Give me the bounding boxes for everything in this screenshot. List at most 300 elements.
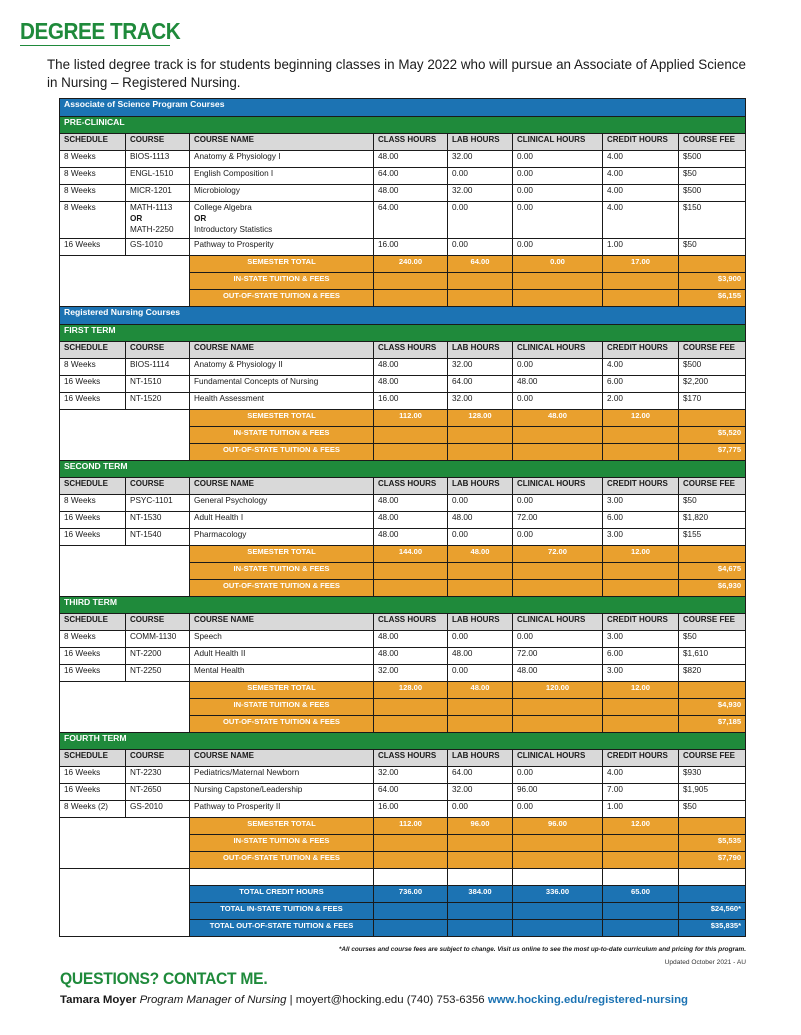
course-cell: 16.00 (374, 239, 448, 256)
column-header: CLASS HOURS (374, 342, 448, 359)
blank-cell (60, 869, 190, 937)
in-state-value: $3,900 (679, 273, 746, 290)
course-cell: 32.00 (448, 359, 513, 376)
column-header: CLINICAL HOURS (513, 614, 603, 631)
in-state-label: IN-STATE TUITION & FEES (190, 563, 374, 580)
course-cell: $155 (679, 529, 746, 546)
course-cell: 48.00 (448, 512, 513, 529)
empty-cell (374, 444, 448, 461)
course-cell: NT-2250 (126, 665, 190, 682)
degree-track-table (59, 98, 746, 937)
course-cell: 16.00 (374, 801, 448, 818)
total-out-state-value: $35,835* (679, 920, 746, 937)
course-cell: 0.00 (513, 495, 603, 512)
semester-total-value: 120.00 (513, 682, 603, 699)
semester-total-label: SEMESTER TOTAL (190, 410, 374, 427)
course-cell: 32.00 (374, 767, 448, 784)
term-heading-label: THIRD TERM (60, 597, 746, 614)
column-header: COURSE (126, 134, 190, 151)
column-header: SCHEDULE (60, 134, 126, 151)
course-row (60, 784, 746, 801)
course-cell: 64.00 (374, 202, 448, 239)
course-cell: NT-1520 (126, 393, 190, 410)
course-cell: 48.00 (374, 631, 448, 648)
contact-role: Program Manager of Nursing (139, 994, 287, 1006)
course-cell: 48.00 (374, 495, 448, 512)
course-cell: 16 Weeks (60, 393, 126, 410)
empty-cell (448, 835, 513, 852)
course-cell: 0.00 (513, 631, 603, 648)
total-in-state-value: $24,560* (679, 903, 746, 920)
course-cell: 0.00 (448, 495, 513, 512)
empty-cell (513, 903, 603, 920)
course-row (60, 151, 746, 168)
semester-total-value: 12.00 (603, 410, 679, 427)
semester-total-value: 17.00 (603, 256, 679, 273)
term-heading (60, 117, 746, 134)
course-row (60, 359, 746, 376)
empty-cell (513, 852, 603, 869)
course-cell: Fundamental Concepts of Nursing (190, 376, 374, 393)
out-state-value: $7,185 (679, 716, 746, 733)
contact-line (60, 994, 688, 1006)
total-credit-value: 336.00 (513, 886, 603, 903)
column-header: CREDIT HOURS (603, 134, 679, 151)
blank-cell (60, 546, 190, 597)
course-cell: Mental Health (190, 665, 374, 682)
course-cell: 72.00 (513, 648, 603, 665)
total-in-state-label: TOTAL IN-STATE TUITION & FEES (190, 903, 374, 920)
course-cell: $1,820 (679, 512, 746, 529)
semester-total-value: 240.00 (374, 256, 448, 273)
course-cell: 96.00 (513, 784, 603, 801)
course-cell: $50 (679, 168, 746, 185)
column-header: LAB HOURS (448, 750, 513, 767)
course-cell: 0.00 (448, 665, 513, 682)
empty-cell (374, 869, 448, 886)
empty-cell (374, 427, 448, 444)
term-heading-label: FIRST TERM (60, 325, 746, 342)
column-header: CLASS HOURS (374, 478, 448, 495)
course-cell: 4.00 (603, 185, 679, 202)
course-row (60, 512, 746, 529)
course-cell: 32.00 (448, 784, 513, 801)
semester-total-value: 12.00 (603, 818, 679, 835)
empty-cell (374, 580, 448, 597)
contact-email-phone[interactable]: moyert@hocking.edu (740) 753-6356 (295, 994, 485, 1006)
course-cell: $1,610 (679, 648, 746, 665)
column-header: CLINICAL HOURS (513, 478, 603, 495)
course-cell: 4.00 (603, 202, 679, 239)
course-cell: $50 (679, 495, 746, 512)
empty-cell (603, 852, 679, 869)
empty-cell (448, 427, 513, 444)
semester-total-value: 12.00 (603, 682, 679, 699)
column-header-row (60, 750, 746, 767)
column-header: COURSE (126, 342, 190, 359)
course-cell: 16.00 (374, 393, 448, 410)
empty-cell (513, 563, 603, 580)
empty-cell (374, 716, 448, 733)
column-header: COURSE FEE (679, 478, 746, 495)
footnote: *All courses and course fees are subject to change. Visit us online to see the most up-to-date curriculum and pricing for this program. (338, 946, 746, 953)
in-state-label: IN-STATE TUITION & FEES (190, 273, 374, 290)
out-state-label: OUT-OF-STATE TUITION & FEES (190, 580, 374, 597)
semester-total-label: SEMESTER TOTAL (190, 256, 374, 273)
course-cell (190, 202, 374, 239)
empty-cell (603, 580, 679, 597)
column-header: LAB HOURS (448, 134, 513, 151)
empty-cell (603, 427, 679, 444)
contact-heading: QUESTIONS? CONTACT ME. (60, 969, 268, 988)
in-state-label: IN-STATE TUITION & FEES (190, 699, 374, 716)
empty-cell (603, 716, 679, 733)
course-cell: 0.00 (513, 529, 603, 546)
empty-cell (374, 920, 448, 937)
course-cell: 8 Weeks (60, 202, 126, 239)
in-state-value: $4,930 (679, 699, 746, 716)
column-header: COURSE NAME (190, 750, 374, 767)
empty-cell (513, 920, 603, 937)
course-cell: 16 Weeks (60, 648, 126, 665)
course-cell: 7.00 (603, 784, 679, 801)
column-header: COURSE NAME (190, 342, 374, 359)
spacer-row (60, 869, 746, 886)
empty-cell (679, 256, 746, 273)
column-header: COURSE FEE (679, 134, 746, 151)
column-header: LAB HOURS (448, 614, 513, 631)
course-cell: 0.00 (513, 168, 603, 185)
course-cell: 0.00 (513, 185, 603, 202)
term-heading (60, 733, 746, 750)
course-cell: NT-1510 (126, 376, 190, 393)
course-cell: 8 Weeks (60, 185, 126, 202)
course-cell: 0.00 (448, 529, 513, 546)
empty-cell (448, 920, 513, 937)
column-header: COURSE FEE (679, 614, 746, 631)
course-cell: 64.00 (374, 168, 448, 185)
course-cell: Pediatrics/Maternal Newborn (190, 767, 374, 784)
course-cell: $50 (679, 239, 746, 256)
course-cell: Pathway to Prosperity (190, 239, 374, 256)
course-cell: 16 Weeks (60, 665, 126, 682)
course-cell: $50 (679, 801, 746, 818)
course-cell: 4.00 (603, 767, 679, 784)
program-link[interactable]: www.hocking.edu/registered-nursing (487, 994, 689, 1006)
course-cell: Adult Health II (190, 648, 374, 665)
semester-total-row (60, 256, 746, 273)
column-header: CREDIT HOURS (603, 750, 679, 767)
course-cell: 3.00 (603, 631, 679, 648)
course-row (60, 495, 746, 512)
semester-total-value: 12.00 (603, 546, 679, 563)
column-header: CLASS HOURS (374, 614, 448, 631)
empty-cell (603, 903, 679, 920)
course-cell: Microbiology (190, 185, 374, 202)
course-cell: General Psychology (190, 495, 374, 512)
term-heading-label: PRE-CLINICAL (60, 117, 746, 134)
semester-total-value: 64.00 (448, 256, 513, 273)
empty-cell (679, 818, 746, 835)
empty-cell (374, 563, 448, 580)
column-header: CREDIT HOURS (603, 342, 679, 359)
course-cell: Adult Health I (190, 512, 374, 529)
semester-total-value: 0.00 (513, 256, 603, 273)
course-cell: 72.00 (513, 512, 603, 529)
course-cell: 0.00 (448, 168, 513, 185)
empty-cell (513, 444, 603, 461)
course-cell: $150 (679, 202, 746, 239)
semester-total-value: 48.00 (448, 682, 513, 699)
course-cell: 48.00 (374, 512, 448, 529)
empty-cell (513, 273, 603, 290)
course-row (60, 376, 746, 393)
term-heading-label: FOURTH TERM (60, 733, 746, 750)
empty-cell (679, 869, 746, 886)
or-label: OR (194, 214, 207, 223)
out-state-label: OUT-OF-STATE TUITION & FEES (190, 444, 374, 461)
course-cell: 48.00 (374, 376, 448, 393)
course-cell: $50 (679, 631, 746, 648)
course-cell: 48.00 (374, 185, 448, 202)
empty-cell (513, 427, 603, 444)
course-row (60, 767, 746, 784)
column-header: CLINICAL HOURS (513, 342, 603, 359)
out-state-value: $6,930 (679, 580, 746, 597)
semester-total-row (60, 818, 746, 835)
total-credit-value: 65.00 (603, 886, 679, 903)
course-cell: 48.00 (374, 359, 448, 376)
blank-cell (60, 682, 190, 733)
course-row (60, 648, 746, 665)
semester-total-label: SEMESTER TOTAL (190, 818, 374, 835)
empty-cell (513, 835, 603, 852)
column-header: COURSE (126, 478, 190, 495)
course-cell: 0.00 (448, 239, 513, 256)
course-cell: 32.00 (374, 665, 448, 682)
in-state-value: $4,675 (679, 563, 746, 580)
column-header: CREDIT HOURS (603, 478, 679, 495)
course-row (60, 631, 746, 648)
course-value: MATH-1113 (130, 203, 173, 212)
course-cell: 16 Weeks (60, 512, 126, 529)
course-cell: 32.00 (448, 393, 513, 410)
empty-cell (374, 699, 448, 716)
column-header: LAB HOURS (448, 342, 513, 359)
empty-cell (679, 682, 746, 699)
empty-cell (448, 869, 513, 886)
semester-total-value: 48.00 (513, 410, 603, 427)
column-header-row (60, 134, 746, 151)
course-cell: BIOS-1113 (126, 151, 190, 168)
course-cell: 2.00 (603, 393, 679, 410)
semester-total-value: 128.00 (448, 410, 513, 427)
course-cell: Nursing Capstone/Leadership (190, 784, 374, 801)
course-cell: 4.00 (603, 168, 679, 185)
out-state-label: OUT-OF-STATE TUITION & FEES (190, 716, 374, 733)
empty-cell (679, 546, 746, 563)
course-cell: 3.00 (603, 529, 679, 546)
course-cell: 48.00 (448, 648, 513, 665)
empty-cell (603, 563, 679, 580)
empty-cell (513, 869, 603, 886)
empty-cell (603, 444, 679, 461)
course-row (60, 202, 746, 239)
column-header: COURSE NAME (190, 614, 374, 631)
out-state-label: OUT-OF-STATE TUITION & FEES (190, 852, 374, 869)
course-cell: 8 Weeks (60, 495, 126, 512)
semester-total-row (60, 410, 746, 427)
title-underline (20, 45, 170, 46)
out-state-value: $7,790 (679, 852, 746, 869)
course-cell: BIOS-1114 (126, 359, 190, 376)
course-cell: English Composition I (190, 168, 374, 185)
column-header-row (60, 614, 746, 631)
empty-cell (448, 903, 513, 920)
semester-total-value: 72.00 (513, 546, 603, 563)
term-heading (60, 325, 746, 342)
empty-cell (513, 290, 603, 307)
course-cell: 16 Weeks (60, 784, 126, 801)
course-row (60, 185, 746, 202)
empty-cell (513, 699, 603, 716)
course-value: College Algebra (194, 203, 252, 212)
course-cell: $170 (679, 393, 746, 410)
column-header: SCHEDULE (60, 478, 126, 495)
blank-cell (60, 256, 190, 307)
course-cell: 1.00 (603, 239, 679, 256)
column-header: COURSE NAME (190, 134, 374, 151)
in-state-label: IN-STATE TUITION & FEES (190, 835, 374, 852)
course-cell: 0.00 (448, 801, 513, 818)
course-cell: 0.00 (513, 393, 603, 410)
course-cell: 0.00 (448, 631, 513, 648)
term-heading (60, 461, 746, 478)
course-cell: NT-2650 (126, 784, 190, 801)
empty-cell (603, 290, 679, 307)
course-cell: 8 Weeks (60, 168, 126, 185)
alternate-course: Introductory Statistics (194, 225, 273, 234)
empty-cell (603, 869, 679, 886)
column-header: COURSE (126, 750, 190, 767)
semester-total-label: SEMESTER TOTAL (190, 682, 374, 699)
course-cell: 48.00 (374, 151, 448, 168)
column-header: CLASS HOURS (374, 134, 448, 151)
program-heading-label: Associate of Science Program Courses (60, 99, 746, 117)
course-cell: 16 Weeks (60, 767, 126, 784)
course-cell: 16 Weeks (60, 529, 126, 546)
total-out-state-label: TOTAL OUT-OF-STATE TUITION & FEES (190, 920, 374, 937)
out-state-label: OUT-OF-STATE TUITION & FEES (190, 290, 374, 307)
course-cell: 32.00 (448, 185, 513, 202)
intro-text: The listed degree track is for students beginning classes in May 2022 who will pursue an Associate of Applied Science in Nursing – Registered Nursing. (47, 57, 746, 90)
column-header: CLASS HOURS (374, 750, 448, 767)
course-cell: 64.00 (448, 376, 513, 393)
course-cell: 48.00 (513, 665, 603, 682)
empty-cell (190, 869, 374, 886)
empty-cell (448, 290, 513, 307)
course-cell: 8 Weeks (60, 359, 126, 376)
term-heading (60, 597, 746, 614)
out-state-value: $7,775 (679, 444, 746, 461)
course-cell: GS-2010 (126, 801, 190, 818)
course-cell: 64.00 (448, 767, 513, 784)
course-cell: 8 Weeks (60, 631, 126, 648)
course-row (60, 529, 746, 546)
column-header: SCHEDULE (60, 342, 126, 359)
out-state-value: $6,155 (679, 290, 746, 307)
empty-cell (374, 835, 448, 852)
course-cell: 3.00 (603, 495, 679, 512)
semester-total-row (60, 546, 746, 563)
total-credit-value: 384.00 (448, 886, 513, 903)
course-cell: 0.00 (513, 359, 603, 376)
course-row (60, 393, 746, 410)
empty-cell (374, 290, 448, 307)
empty-cell (374, 852, 448, 869)
empty-cell (448, 563, 513, 580)
empty-cell (679, 886, 746, 903)
blank-cell (60, 818, 190, 869)
blank-cell (60, 410, 190, 461)
course-cell: 48.00 (374, 529, 448, 546)
empty-cell (603, 920, 679, 937)
course-cell: GS-1010 (126, 239, 190, 256)
course-cell: 3.00 (603, 665, 679, 682)
semester-total-value: 112.00 (374, 410, 448, 427)
column-header: COURSE NAME (190, 478, 374, 495)
course-cell: $820 (679, 665, 746, 682)
course-cell: 64.00 (374, 784, 448, 801)
course-cell: $500 (679, 151, 746, 168)
semester-total-value: 48.00 (448, 546, 513, 563)
course-cell: 8 Weeks (2) (60, 801, 126, 818)
empty-cell (374, 273, 448, 290)
column-header: SCHEDULE (60, 614, 126, 631)
course-cell: NT-2200 (126, 648, 190, 665)
semester-total-label: SEMESTER TOTAL (190, 546, 374, 563)
empty-cell (448, 444, 513, 461)
column-header: CREDIT HOURS (603, 614, 679, 631)
course-cell: 0.00 (513, 151, 603, 168)
course-cell: NT-2230 (126, 767, 190, 784)
empty-cell (679, 410, 746, 427)
course-cell: $500 (679, 359, 746, 376)
empty-cell (448, 716, 513, 733)
course-cell: 48.00 (374, 648, 448, 665)
column-header: CLINICAL HOURS (513, 134, 603, 151)
term-heading-label: SECOND TERM (60, 461, 746, 478)
course-row (60, 801, 746, 818)
empty-cell (448, 273, 513, 290)
course-cell: $500 (679, 185, 746, 202)
semester-total-value: 112.00 (374, 818, 448, 835)
semester-total-value: 96.00 (448, 818, 513, 835)
page-title: DEGREE TRACK (20, 18, 181, 44)
course-cell: 6.00 (603, 376, 679, 393)
course-cell: Pathway to Prosperity II (190, 801, 374, 818)
empty-cell (513, 580, 603, 597)
course-cell: COMM-1130 (126, 631, 190, 648)
column-header: SCHEDULE (60, 750, 126, 767)
course-cell: Health Assessment (190, 393, 374, 410)
contact-name: Tamara Moyer (60, 994, 137, 1006)
course-cell: NT-1530 (126, 512, 190, 529)
course-cell: 8 Weeks (60, 151, 126, 168)
in-state-label: IN-STATE TUITION & FEES (190, 427, 374, 444)
empty-cell (513, 716, 603, 733)
course-cell: 16 Weeks (60, 376, 126, 393)
